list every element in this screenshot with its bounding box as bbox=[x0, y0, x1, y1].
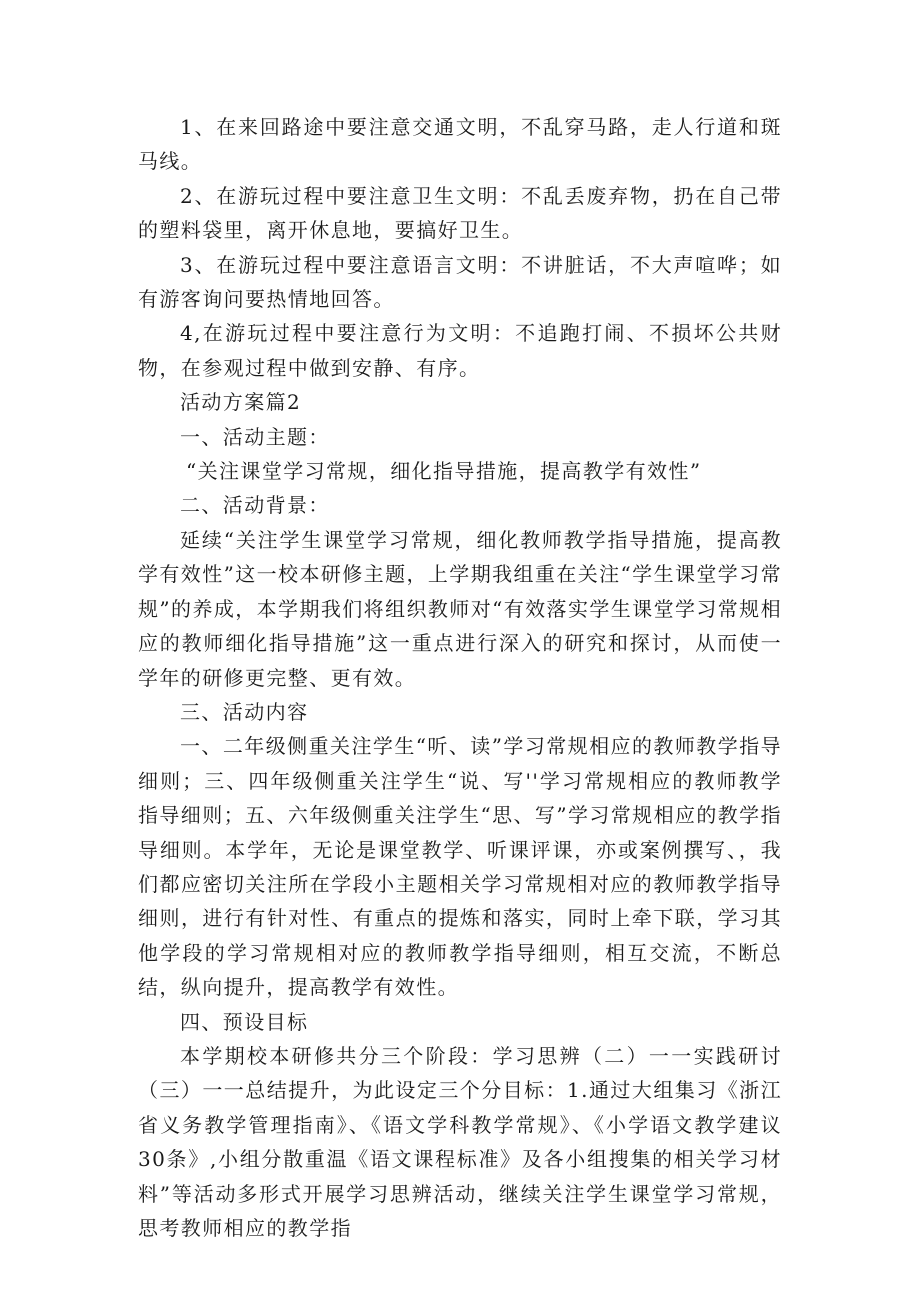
paragraph-rule-4: 4,在游玩过程中要注意行为文明：不追跑打闹、不损坏公共财物，在参观过程中做到安静、有序。 bbox=[138, 321, 782, 380]
heading-preset-goals: 四、预设目标 bbox=[180, 1009, 309, 1034]
heading-activity-background: 二、活动背景： bbox=[180, 493, 330, 518]
document-page bbox=[138, 110, 782, 1245]
section-title-plan-2: 活动方案篇2 bbox=[180, 390, 302, 415]
paragraph-rule-2: 2、在游玩过程中要注意卫生文明：不乱丢废弃物，扔在自己带的塑料袋里，离开休息地，要搞好卫生。 bbox=[138, 183, 782, 243]
paragraph-background: 延续“关注学生课堂学习常规，细化教师教学指导措施，提高教学有效性”这一校本研修主题，上学期我组重在关注“学生课堂学习常规”的养成，本学期我们将组织教师对“有效落实学生课堂学习常规相应的教师细化指导措施”这一重点进行深入的研究和探讨，从而使一学年的研修更完整、更有效。 bbox=[138, 527, 782, 690]
heading-activity-content: 三、活动内容 bbox=[180, 699, 309, 724]
paragraph-goals: 本学期校本研修共分三个阶段：学习思辨（二）一一实践研讨（三）一一总结提升，为此设定三个分目标：1.通过大组集习《浙江省义务教学管理指南》、《语文学科教学常规》、《小学语文教学建议30条》,小组分散重温《语文课程标准》及各小组搜集的相关学习材料”等活动多形式开展学习思辨活动，继续关注学生课堂学习常规，思考教师相应的教学指 bbox=[138, 1043, 782, 1240]
activity-theme-quote: “关注课堂学习常规，细化指导措施，提高教学有效性” bbox=[186, 459, 702, 484]
paragraph-rule-3: 3、在游玩过程中要注意语言文明：不讲脏话，不大声喧哗；如有游客询问要热情地回答。 bbox=[138, 252, 782, 312]
paragraph-content: 一、二年级侧重关注学生“听、读”学习常规相应的教师教学指导细则；三、四年级侧重关注学生“说、写''学习常规相应的教师教学指导细则；五、六年级侧重关注学生“思、写”学习常规相应的教学指导细则。本学年，无论是课堂教学、听课评课，亦或案例撰写、，我们都应密切关注所在学段小主题相关学习常规相对应的教师教学指导细则，进行有针对性、有重点的提炼和落实，同时上牵下联，学习其他学段的学习常规相对应的教师教学指导细则，相互交流，不断总结，纵向提升，提高教学有效性。 bbox=[138, 734, 782, 1000]
heading-activity-theme: 一、活动主题： bbox=[180, 424, 330, 449]
paragraph-rule-1: 1、在来回路途中要注意交通文明，不乱穿马路，走人行道和斑马线。 bbox=[138, 115, 782, 174]
